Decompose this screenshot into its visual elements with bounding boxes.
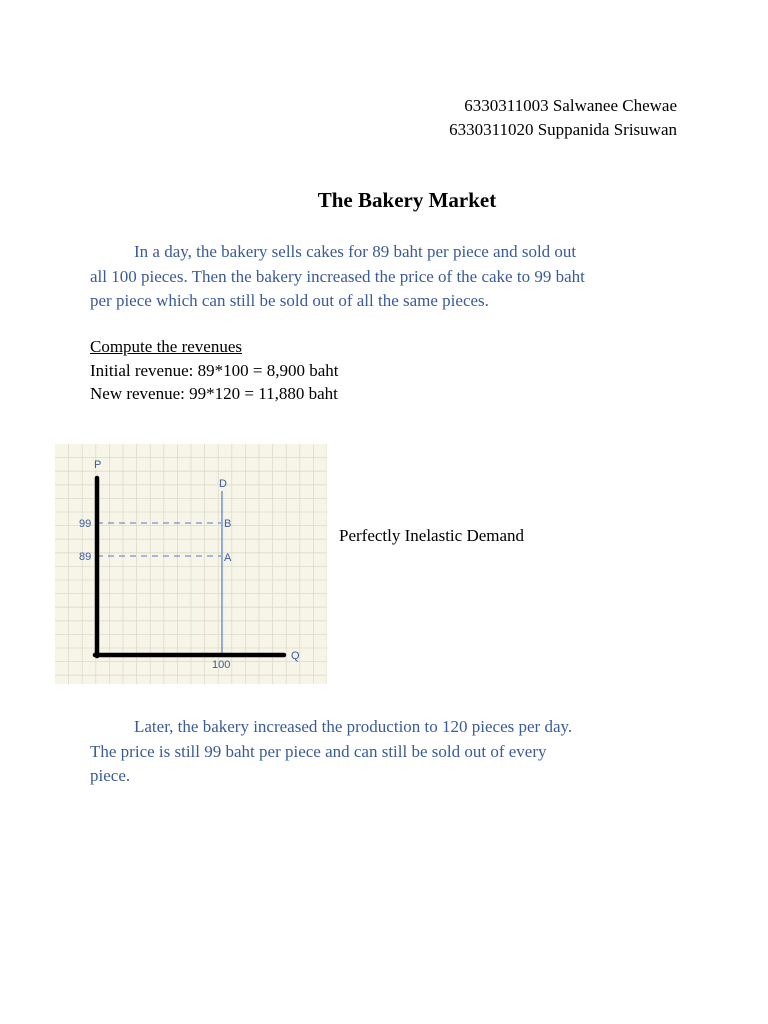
later-line-1: Later, the bakery increased the production to 120 pieces per day.: [134, 717, 573, 736]
intro-line-3: per piece which can still be sold out of all the same pieces.: [90, 291, 489, 310]
demand-graph: [55, 444, 327, 684]
intro-line-2: all 100 pieces. Then the bakery increased the price of the cake to 99 baht: [90, 266, 585, 286]
x-axis-label: Q: [291, 650, 300, 662]
compute-heading: Compute the revenues: [90, 337, 243, 356]
point-a-label: A: [224, 552, 232, 564]
quantity-label: 100: [212, 659, 231, 671]
graph-caption: Perfectly Inelastic Demand: [339, 526, 525, 545]
later-line-3: piece.: [90, 766, 131, 785]
initial-revenue: Initial revenue: 89*100 = 8,900 baht: [90, 360, 339, 380]
page-title: The Bakery Market: [317, 188, 497, 212]
price-low-label: 89: [79, 551, 92, 563]
y-axis-label: P: [94, 459, 102, 471]
author-line-1: 6330311003 Salwanee Chewae: [464, 96, 677, 115]
later-line-2: The price is still 99 baht per piece and can still be sold out of every: [90, 741, 547, 761]
intro-paragraph: [90, 240, 690, 314]
author-block: [449, 94, 677, 142]
new-revenue: New revenue: 99*120 = 11,880 baht: [90, 384, 338, 403]
price-high-label: 99: [79, 518, 92, 530]
point-b-label: B: [224, 518, 232, 530]
intro-line-1: In a day, the bakery sells cakes for 89 baht per piece and sold out: [134, 242, 577, 261]
author-line-2: 6330311020 Suppanida Srisuwan: [449, 120, 677, 139]
demand-graph-svg: [55, 444, 327, 684]
demand-curve-label: D: [219, 478, 227, 490]
later-paragraph: [90, 715, 690, 789]
compute-section: [90, 335, 338, 406]
